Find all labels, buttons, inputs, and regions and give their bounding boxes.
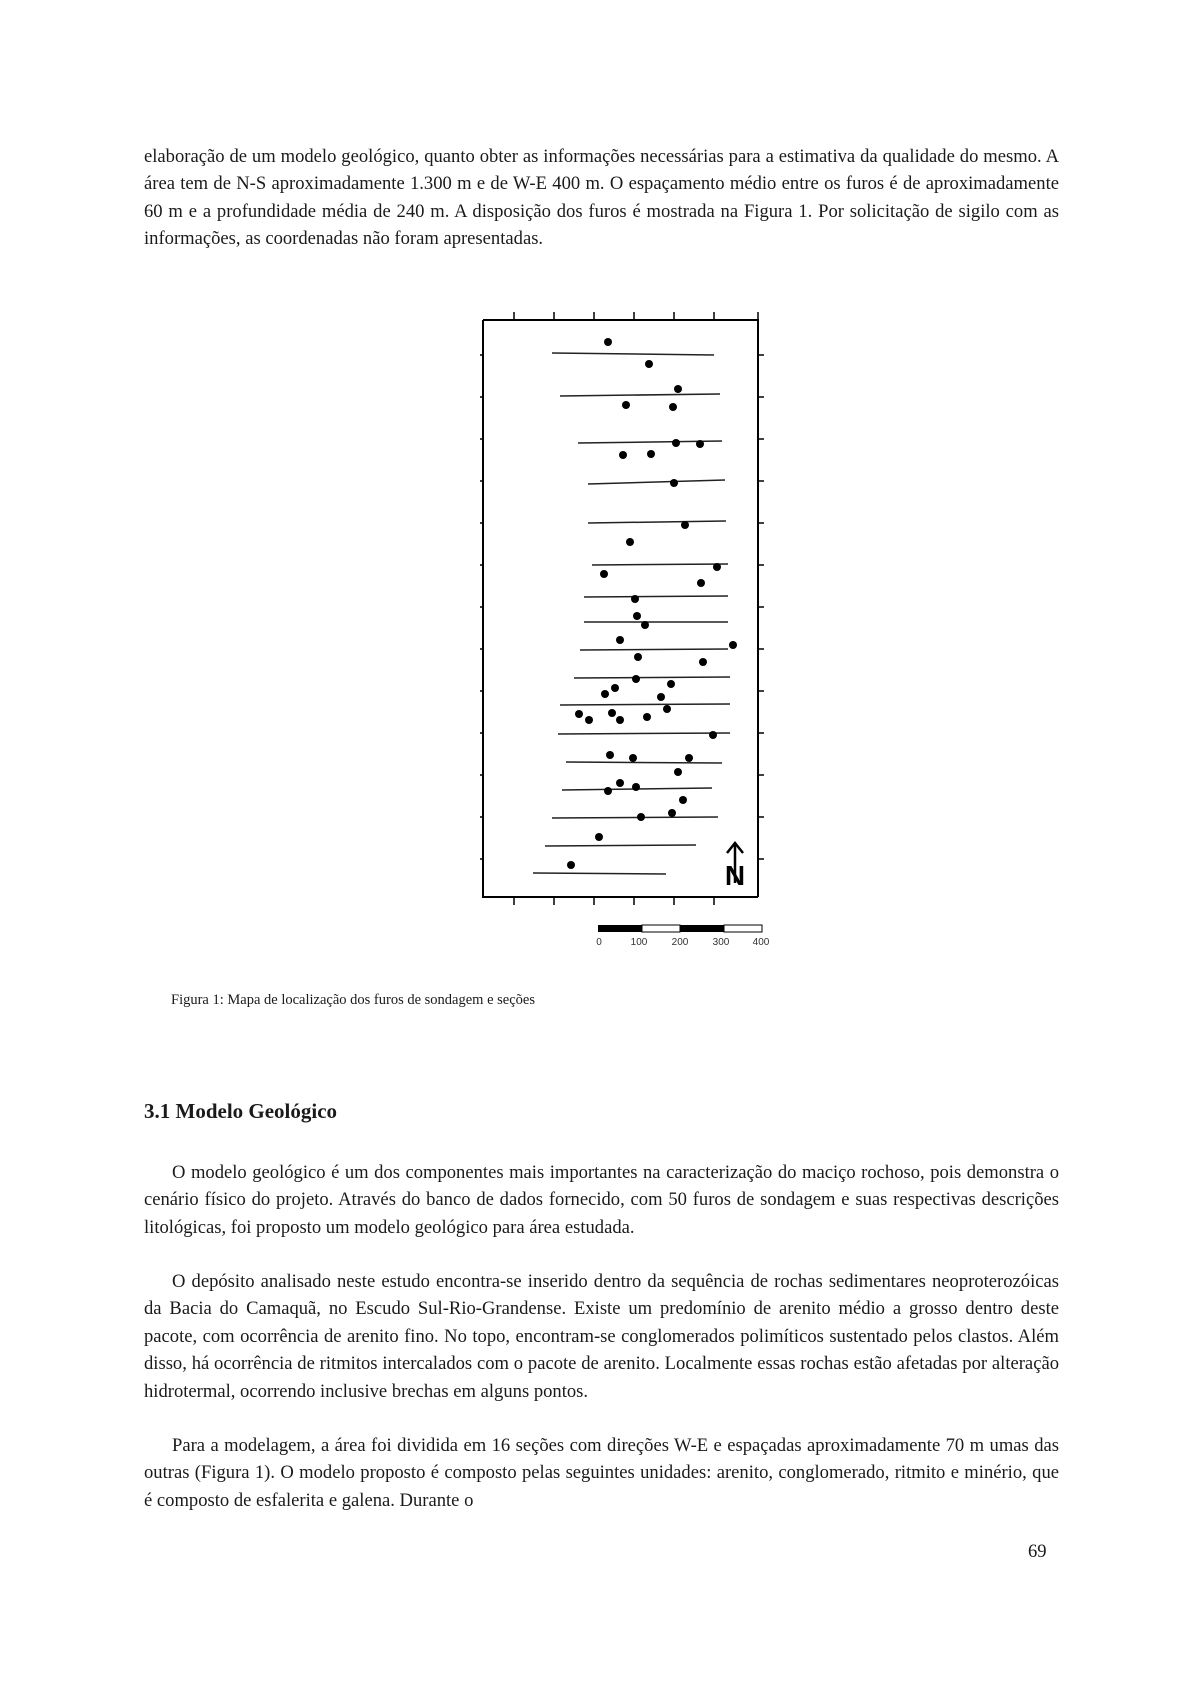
page-number: 69	[1028, 1541, 1047, 1562]
section-line	[552, 353, 714, 355]
borehole-point	[657, 693, 665, 701]
section-heading: 3.1 Modelo Geológico	[144, 1099, 338, 1123]
borehole-point	[575, 710, 583, 718]
section-line	[592, 564, 728, 565]
frame-ticks	[480, 312, 764, 905]
borehole-point	[608, 709, 616, 717]
section-paragraph: O depósito analisado neste estudo encontra-se inserido dentro da sequência de rochas sedimentares neoproterozóicas da Bacia do Camaquã, no Escudo Sul-Rio-Grandense. Existe um predomínio de arenito médio a grosso dentro deste pacote, com ocorrência de arenito fino. No topo, encontram-se conglomerados polimíticos sustentado pelos clastos. Além disso, há ocorrência de ritmitos intercalados com o pacote de arenito. Localmente essas rochas estão afetadas por alteração hidrotermal, ocorrendo inclusive brechas em alguns pontos.	[144, 1271, 1059, 1402]
borehole-point	[611, 684, 619, 692]
borehole-point	[567, 861, 575, 869]
borehole-point	[604, 787, 612, 795]
borehole-point	[672, 439, 680, 447]
scale-label: 0	[596, 937, 602, 948]
borehole-point	[585, 716, 593, 724]
borehole-point	[631, 595, 639, 603]
borehole-point	[645, 360, 653, 368]
section-paragraph: O modelo geológico é um dos componentes mais importantes na caracterização do maciço rochoso, pois demonstra o cenário físico do projeto. Através do banco de dados fornecido, com 50 furos de sondagem e suas respectivas descrições litológicas, foi proposto um modelo geológico para área estudada.	[144, 1162, 1059, 1238]
borehole-point	[663, 705, 671, 713]
borehole-point	[670, 479, 678, 487]
borehole-point	[637, 813, 645, 821]
scale-bar	[598, 925, 762, 932]
scale-label: 200	[671, 937, 689, 948]
borehole-point	[616, 636, 624, 644]
section-line	[552, 817, 718, 818]
borehole-point	[669, 403, 677, 411]
borehole-point	[647, 450, 655, 458]
borehole-point	[674, 385, 682, 393]
scale-label: 400	[752, 937, 770, 948]
borehole-point	[634, 653, 642, 661]
borehole-point	[697, 579, 705, 587]
section-line	[558, 733, 730, 734]
borehole-point	[604, 338, 612, 346]
borehole-point	[616, 716, 624, 724]
section-lines	[533, 353, 730, 874]
borehole-location-map	[480, 300, 780, 950]
section-line	[588, 480, 725, 484]
borehole-point	[595, 833, 603, 841]
borehole-point	[713, 563, 721, 571]
borehole-point	[667, 680, 675, 688]
borehole-point	[629, 754, 637, 762]
borehole-point	[616, 779, 624, 787]
borehole-point	[729, 641, 737, 649]
scale-labels	[596, 937, 770, 948]
borehole-point	[681, 521, 689, 529]
section-line	[560, 704, 730, 705]
section-line	[584, 596, 728, 597]
section-line	[560, 394, 720, 396]
borehole-point	[622, 401, 630, 409]
section-line	[588, 521, 726, 523]
scale-label: 300	[712, 937, 730, 948]
figure-caption: Figura 1: Mapa de localização dos furos de sondagem e seções	[171, 992, 535, 1008]
borehole-point	[601, 690, 609, 698]
borehole-point	[699, 658, 707, 666]
borehole-point	[626, 538, 634, 546]
section-line	[533, 873, 666, 874]
borehole-point	[674, 768, 682, 776]
intro-paragraph: elaboração de um modelo geológico, quanto obter as informações necessárias para a estimativa da qualidade do mesmo. A área tem de N-S aproximadamente 1.300 m e de W-E 400 m. O espaçamento médio entre os furos é de aproximadamente 60 m e a profundidade média de 240 m. A disposição dos furos é mostrada na Figura 1. Por solicitação de sigilo com as informações, as coordenadas não foram apresentadas.	[144, 146, 1059, 250]
section-line	[545, 845, 696, 846]
borehole-point	[685, 754, 693, 762]
borehole-point	[696, 440, 704, 448]
borehole-point	[643, 713, 651, 721]
borehole-point	[632, 783, 640, 791]
scale-label: 100	[630, 937, 648, 948]
borehole-point	[600, 570, 608, 578]
borehole-point	[641, 621, 649, 629]
borehole-point	[709, 731, 717, 739]
borehole-point	[679, 796, 687, 804]
borehole-point	[619, 451, 627, 459]
borehole-point	[633, 612, 641, 620]
borehole-point	[632, 675, 640, 683]
borehole-point	[668, 809, 676, 817]
map-frame	[483, 320, 758, 897]
borehole-point	[606, 751, 614, 759]
north-label: N	[724, 860, 746, 891]
section-line	[574, 677, 730, 678]
section-paragraph: Para a modelagem, a área foi dividida em 16 seções com direções W-E e espaçadas aproximadamente 70 m umas das outras (Figura 1). O modelo proposto é composto pelas seguintes unidades: arenito, conglomerado, ritmito e minério, que é composto de esfalerita e galena. Durante o	[144, 1435, 1059, 1511]
section-line	[566, 762, 722, 763]
section-line	[580, 649, 728, 650]
